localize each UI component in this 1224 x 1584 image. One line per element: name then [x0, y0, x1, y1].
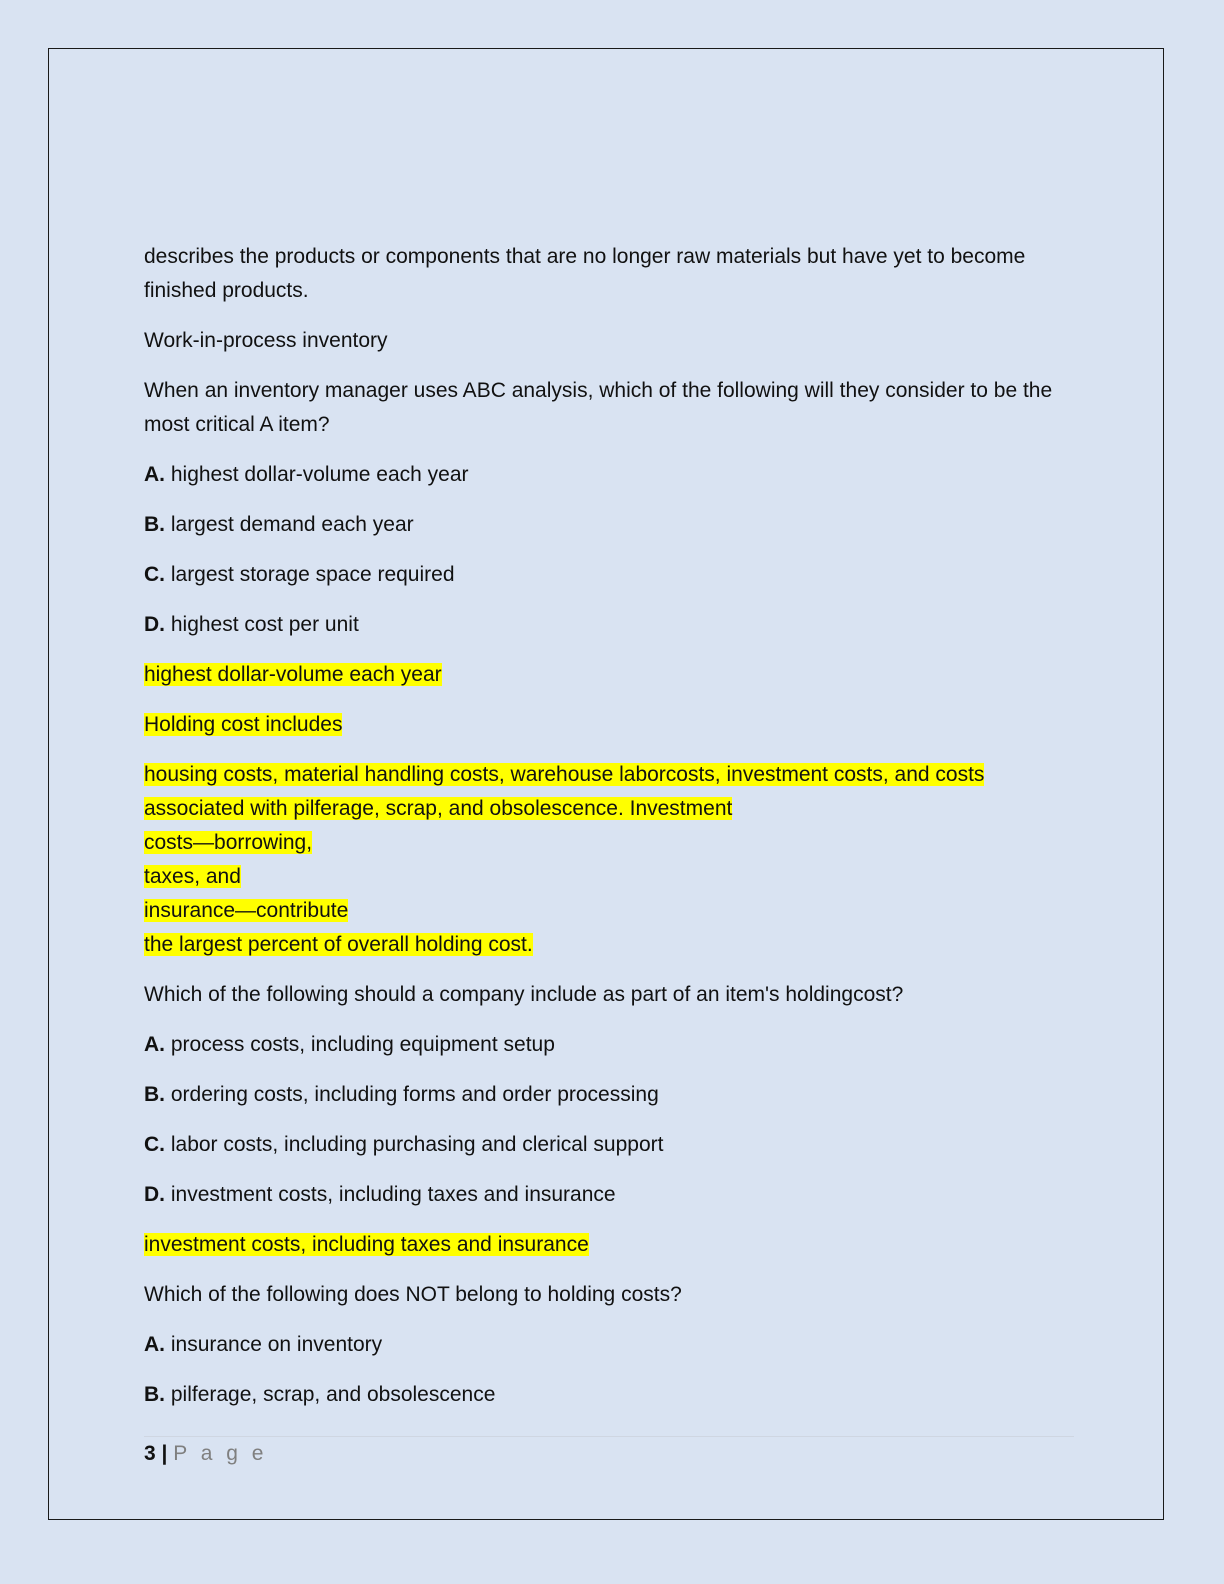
q1-option-d — [144, 608, 1084, 642]
q1-answer — [144, 658, 1084, 692]
q3-option-b — [144, 1378, 1084, 1412]
option-text: highest dollar-volume each year — [170, 463, 469, 486]
document-body — [144, 240, 1084, 1428]
highlighted-answer: highest dollar-volume each year — [144, 663, 442, 686]
option-label: B. — [144, 1383, 165, 1406]
highlighted-answer: investment costs, including taxes and insurance — [144, 1233, 589, 1256]
q2-option-c — [144, 1128, 1084, 1162]
answer-wip: Work-in-process inventory — [144, 329, 388, 352]
holding-line: housing costs, material handling costs, warehouse laborcosts, investment costs, and costs — [144, 763, 985, 786]
option-text: investment costs, including taxes and insurance — [170, 1183, 616, 1206]
footer-separator: | — [161, 1442, 168, 1465]
q2-option-b — [144, 1078, 1084, 1112]
option-label: C. — [144, 1133, 165, 1156]
question-1: When an inventory manager uses ABC analysis, which of the following will they consider to be the most critical A item? — [144, 379, 1053, 436]
option-label: C. — [144, 563, 165, 586]
question-3: Which of the following does NOT belong to holding costs? — [144, 1283, 682, 1306]
option-text: ordering costs, including forms and order processing — [170, 1083, 659, 1106]
option-label: D. — [144, 1183, 165, 1206]
holding-line: insurance—contribute — [144, 899, 349, 922]
page-number: 3 — [144, 1442, 156, 1465]
option-label: A. — [144, 1033, 165, 1056]
option-label: B. — [144, 513, 165, 536]
q1-option-b — [144, 508, 1084, 542]
highlighted-title: Holding cost includes — [144, 713, 343, 736]
page-footer — [144, 1436, 1074, 1469]
q2-option-d — [144, 1178, 1084, 1212]
option-label: A. — [144, 1333, 165, 1356]
page-word: P a g e — [173, 1442, 268, 1465]
holding-line: costs—borrowing, — [144, 831, 313, 854]
option-label: A. — [144, 463, 165, 486]
holding-answer — [144, 758, 1084, 962]
q2-answer — [144, 1228, 1084, 1262]
q2-option-a — [144, 1028, 1084, 1062]
option-text: largest storage space required — [170, 563, 455, 586]
q3-option-a — [144, 1328, 1084, 1362]
option-text: highest cost per unit — [170, 613, 359, 636]
option-label: D. — [144, 613, 165, 636]
q1-option-c — [144, 558, 1084, 592]
holding-line: associated with pilferage, scrap, and obsolescence. Investment — [144, 797, 733, 820]
holding-line: the largest percent of overall holding cost. — [144, 933, 533, 956]
option-text: labor costs, including purchasing and clerical support — [170, 1133, 664, 1156]
option-text: pilferage, scrap, and obsolescence — [170, 1383, 496, 1406]
q1-option-a — [144, 458, 1084, 492]
option-text: process costs, including equipment setup — [170, 1033, 555, 1056]
intro-paragraph: describes the products or components that are no longer raw materials but have yet to become finished products. — [144, 245, 1026, 302]
holding-title — [144, 708, 1084, 742]
question-2: Which of the following should a company include as part of an item's holdingcost? — [144, 983, 904, 1006]
option-label: B. — [144, 1083, 165, 1106]
holding-line: taxes, and — [144, 865, 241, 888]
option-text: largest demand each year — [170, 513, 414, 536]
option-text: insurance on inventory — [170, 1333, 383, 1356]
